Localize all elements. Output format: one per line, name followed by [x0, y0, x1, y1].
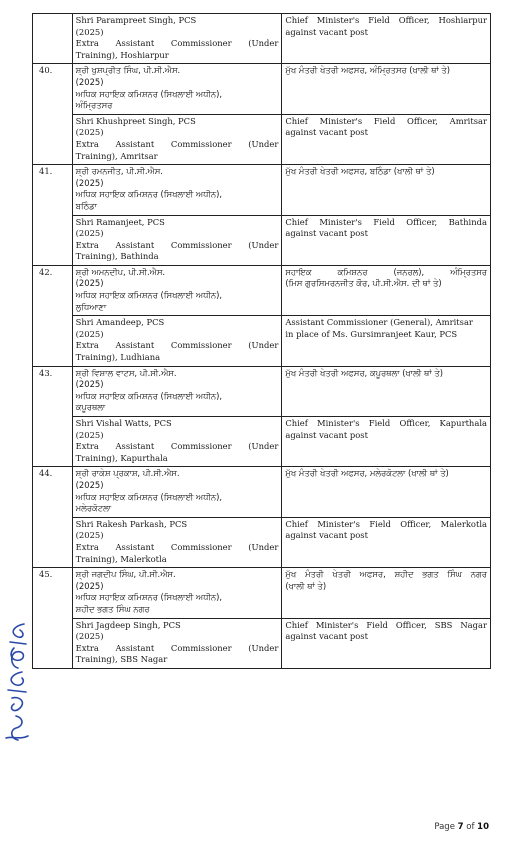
posting-line: Chief Minister's Field Officer, Bathinda — [285, 216, 487, 227]
table-row — [33, 568, 491, 618]
officer-name: Shri Jagdeep Singh, PCS — [75, 619, 181, 630]
table-row — [33, 618, 491, 668]
officer-designation-tail-punjabi: ਸ਼ਹੀਦ ਭਗਤ ਸਿੰਘ ਨਗਰ — [75, 603, 150, 614]
officer-batch: (2025) — [75, 228, 104, 239]
officer-designation-punjabi: ਅਧਿਕ ਸਹਾਇਕ ਕਮਿਸ਼ਨਰ (ਸਿਖਲਾਈ ਅਧੀਨ), — [75, 88, 223, 99]
officer-name: Shri Vishal Watts, PCS — [75, 418, 172, 428]
officer-designation-punjabi: ਅਧਿਕ ਸਹਾਇਕ ਕਮਿਸ਼ਨਰ (ਸਿਖਲਾਈ ਅਧੀਨ), — [75, 491, 223, 502]
table-row — [33, 467, 491, 517]
table-row — [33, 517, 491, 567]
officer-designation-punjabi: ਅਧਿਕ ਸਹਾਇਕ ਕਮਿਸ਼ਨਰ (ਸਿਖਲਾਈ ਅਧੀਨ), — [75, 592, 223, 603]
new-posting-punjabi — [282, 467, 491, 517]
officer-name-punjabi: ਸ਼੍ਰੀ ਰਮਨਜੀਤ, ਪੀ.ਸੀ.ਐਸ. — [75, 166, 163, 177]
officer-details — [72, 14, 282, 64]
officer-details-punjabi — [72, 467, 282, 517]
serial-number: 45. — [33, 568, 73, 669]
posting-line: against vacant post — [285, 26, 368, 37]
officer-details-punjabi — [72, 64, 282, 114]
officer-designation-punjabi: ਅਧਿਕ ਸਹਾਇਕ ਕਮਿਸ਼ਨਰ (ਸਿਖਲਾਈ ਅਧੀਨ), — [75, 290, 223, 301]
posting-line: against vacant post — [285, 631, 368, 642]
new-posting — [282, 316, 491, 366]
posting-line: against vacant post — [285, 530, 368, 541]
new-posting — [282, 417, 491, 467]
posting-line: Chief Minister's Field Officer, Amritsar — [285, 115, 487, 126]
posting-line-punjabi: (ਮਿਸ ਗੁਰਸਿਮਰਨਜੀਤ ਕੌਰ, ਪੀ.ਸੀ.ਐਸ. ਦੀ ਥਾਂ ਤੇ) — [285, 278, 442, 289]
officer-batch: (2025) — [75, 127, 104, 138]
table-row — [33, 316, 491, 366]
new-posting — [282, 215, 491, 265]
officer-designation-tail-punjabi: ਅੰਮ੍ਰਿਤਸਰ — [75, 100, 113, 111]
table-row — [33, 165, 491, 215]
posting-line-punjabi: ਮੁੱਖ ਮੰਤਰੀ ਖੇਤਰੀ ਅਫਸਰ, ਅੰਮ੍ਰਿਤਸਰ (ਖਾਲੀ ਥਾਂ ਤੇ) — [285, 65, 451, 76]
posting-line-punjabi: ਮੁੱਖ ਮੰਤਰੀ ਖੇਤਰੀ ਅਫਸਰ, ਬਠਿੰਡਾ (ਖਾਲੀ ਥਾਂ ਤੇ) — [285, 166, 435, 177]
posting-line: Chief Minister's Field Officer, SBS Nagar — [285, 619, 487, 630]
officer-details — [72, 417, 282, 467]
officer-details-punjabi — [72, 165, 282, 215]
posting-line: Assistant Commissioner (General), Amritsar — [285, 317, 473, 328]
page-number — [434, 822, 489, 832]
new-posting-punjabi — [282, 366, 491, 416]
posting-line: against vacant post — [285, 127, 368, 138]
serial-number — [33, 14, 73, 64]
posting-line: Chief Minister's Field Officer, Kapurthala — [285, 418, 487, 428]
officer-batch: (2025) — [75, 530, 104, 541]
posting-line: Chief Minister's Field Officer, Hoshiarpur — [285, 15, 487, 25]
table-row — [33, 14, 491, 64]
page-of: of — [466, 822, 475, 832]
page-current: 7 — [457, 822, 464, 832]
officer-name-punjabi: ਸ਼੍ਰੀ ਰਾਕੇਸ਼ ਪ੍ਰਕਾਸ਼, ਪੀ.ਸੀ.ਐਸ. — [75, 468, 180, 479]
officer-designation-tail-punjabi: ਕਪੂਰਥਲਾ — [75, 402, 106, 413]
posting-line: Chief Minister's Field Officer, Malerkotla — [285, 518, 487, 529]
officer-designation: Extra Assistant Commissioner (Under — [75, 138, 279, 149]
posting-orders-table — [32, 13, 491, 669]
officer-batch: (2025) — [75, 580, 104, 591]
posting-line-punjabi: ਮੁੱਖ ਮੰਤਰੀ ਖੇਤਰੀ ਅਫਸਰ, ਕਪੂਰਥਲਾ (ਖਾਲੀ ਥਾਂ ਤੇ) — [285, 367, 443, 378]
officer-designation-punjabi: ਅਧਿਕ ਸਹਾਇਕ ਕਮਿਸ਼ਨਰ (ਸਿਖਲਾਈ ਅਧੀਨ), — [75, 189, 223, 200]
officer-designation: Extra Assistant Commissioner (Under — [75, 38, 279, 49]
new-posting — [282, 14, 491, 64]
officer-name: Shri Ramanjeet, PCS — [75, 216, 165, 227]
officer-name: Shri Parampreet Singh, PCS — [75, 15, 197, 25]
officer-batch: (2025) — [75, 76, 104, 87]
officer-designation-tail: Training), Hoshiarpur — [75, 49, 169, 60]
officer-batch: (2025) — [75, 26, 104, 37]
officer-details-punjabi — [72, 265, 282, 315]
officer-details — [72, 114, 282, 164]
officer-name-punjabi: ਸ਼੍ਰੀ ਵਿਸ਼ਾਲ ਵਾਟਸ, ਪੀ.ਸੀ.ਐਸ. — [75, 367, 177, 378]
officer-designation-tail-punjabi: ਬਠਿੰਡਾ — [75, 200, 97, 211]
officer-batch: (2025) — [75, 429, 104, 440]
serial-number: 43. — [33, 366, 73, 467]
table-row — [33, 215, 491, 265]
new-posting — [282, 114, 491, 164]
serial-number: 40. — [33, 64, 73, 165]
officer-name: Shri Rakesh Parkash, PCS — [75, 518, 188, 529]
officer-designation: Extra Assistant Commissioner (Under — [75, 340, 279, 351]
posting-line-punjabi: ਮੁੱਖ ਮੰਤਰੀ ਖੇਤਰੀ ਅਫਸਰ, ਮਲੇਰਕੋਟਲਾ (ਖਾਲੀ ਥਾਂ ਤੇ) — [285, 468, 449, 479]
posting-line: against vacant post — [285, 429, 368, 440]
table-row — [33, 366, 491, 416]
table-row — [33, 114, 491, 164]
new-posting-punjabi — [282, 568, 491, 618]
officer-batch: (2025) — [75, 328, 104, 339]
officer-name: Shri Amandeep, PCS — [75, 317, 165, 328]
posting-line-punjabi: ਮੁੱਖ ਮੰਤਰੀ ਖੇਤਰੀ ਅਫਸਰ, ਸ਼ਹੀਦ ਭਗਤ ਸਿੰਘ ਨਗਰ — [285, 569, 487, 580]
new-posting-punjabi — [282, 64, 491, 114]
officer-batch: (2025) — [75, 379, 104, 390]
officer-details-punjabi — [72, 568, 282, 618]
new-posting — [282, 517, 491, 567]
officer-name: Shri Khushpreet Singh, PCS — [75, 115, 196, 126]
officer-designation-tail-punjabi: ਮਲੇਰਕੋਟਲਾ — [75, 503, 112, 514]
posting-line: against vacant post — [285, 228, 368, 239]
officer-designation: Extra Assistant Commissioner (Under — [75, 541, 279, 552]
officer-batch: (2025) — [75, 631, 104, 642]
officer-batch: (2025) — [75, 479, 104, 490]
officer-designation-punjabi: ਅਧਿਕ ਸਹਾਇਕ ਕਮਿਸ਼ਨਰ (ਸਿਖਲਾਈ ਅਧੀਨ), — [75, 390, 223, 401]
posting-line-punjabi: (ਖਾਲੀ ਥਾਂ ਤੇ) — [285, 580, 327, 591]
officer-designation-tail: Training), Bathinda — [75, 251, 159, 262]
officer-designation-tail: Training), SBS Nagar — [75, 654, 168, 665]
officer-name-punjabi: ਸ਼੍ਰੀ ਅਮਨਦੀਪ, ਪੀ.ਸੀ.ਐਸ. — [75, 266, 166, 277]
margin-signature — [2, 618, 32, 750]
officer-details-punjabi — [72, 366, 282, 416]
officer-designation-tail: Training), Ludhiana — [75, 352, 161, 363]
officer-name-punjabi: ਸ਼੍ਰੀ ਖੁਸ਼ਪ੍ਰੀਤ ਸਿੰਘ, ਪੀ.ਸੀ.ਐਸ. — [75, 65, 181, 76]
serial-number: 44. — [33, 467, 73, 568]
officer-designation: Extra Assistant Commissioner (Under — [75, 441, 279, 452]
table-row — [33, 265, 491, 315]
page-label: Page — [434, 822, 455, 832]
officer-batch: (2025) — [75, 177, 104, 188]
page-total: 10 — [477, 822, 489, 832]
officer-details — [72, 517, 282, 567]
new-posting-punjabi — [282, 265, 491, 315]
officer-details — [72, 215, 282, 265]
officer-batch: (2025) — [75, 278, 104, 289]
officer-details — [72, 618, 282, 668]
officer-details — [72, 316, 282, 366]
officer-designation: Extra Assistant Commissioner (Under — [75, 642, 279, 653]
new-posting-punjabi — [282, 165, 491, 215]
serial-number: 41. — [33, 165, 73, 266]
serial-number: 42. — [33, 265, 73, 366]
officer-designation-tail-punjabi: ਲੁਧਿਆਣਾ — [75, 301, 107, 312]
officer-designation: Extra Assistant Commissioner (Under — [75, 239, 279, 250]
officer-designation-tail: Training), Malerkotla — [75, 553, 167, 564]
table-row — [33, 417, 491, 467]
signature-strokes — [6, 624, 28, 740]
officer-designation-tail: Training), Kapurthala — [75, 452, 168, 463]
posting-line: in place of Ms. Gursimranjeet Kaur, PCS — [285, 328, 458, 339]
officer-name-punjabi: ਸ਼੍ਰੀ ਜਗਦੀਪ ਸਿੰਘ, ਪੀ.ਸੀ.ਐਸ. — [75, 569, 176, 580]
posting-line-punjabi: ਸਹਾਇਕ ਕਮਿਸ਼ਨਰ (ਜਨਰਲ), ਅੰਮ੍ਰਿਤਸਰ — [285, 266, 487, 277]
new-posting — [282, 618, 491, 668]
officer-designation-tail: Training), Amritsar — [75, 150, 158, 161]
table-row — [33, 64, 491, 114]
